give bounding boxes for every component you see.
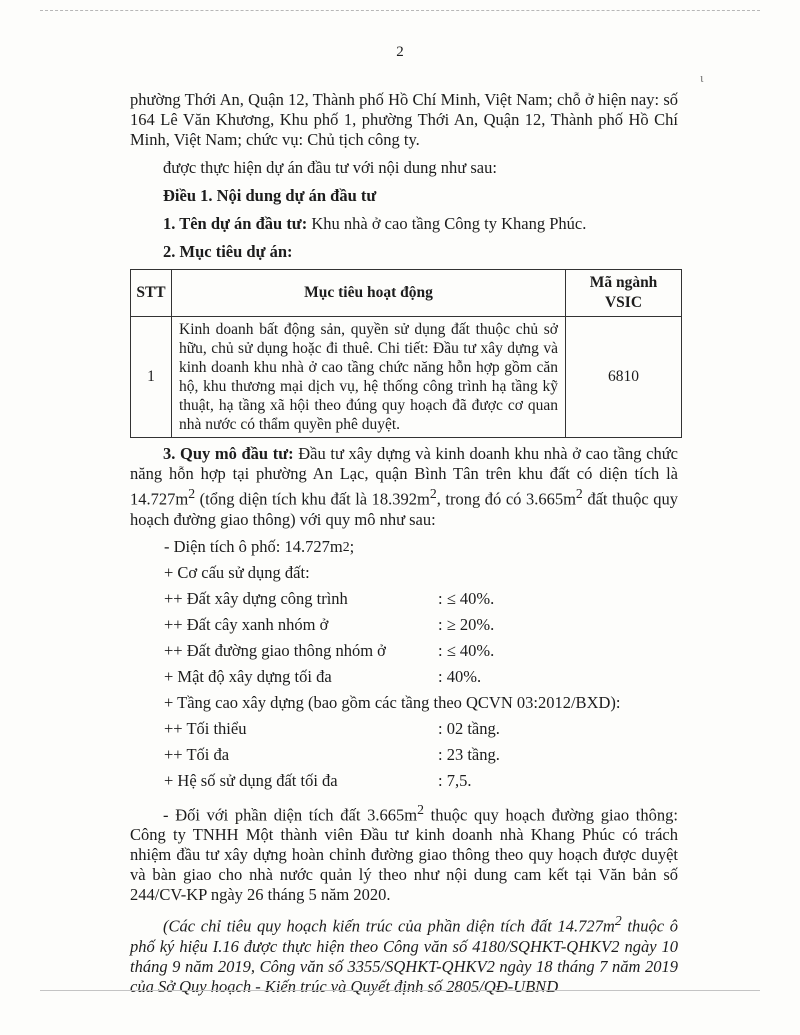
row-goal: Kinh doanh bất động sản, quyền sử dụng đất thuộc chủ sở hữu, chủ sử dụng hoặc đi thuê. Chi tiết: Đầu tư xây dựng và kinh doanh khu nhà ở cao tầng chức năng hỗn hợp gồm căn hộ, khu thương mại dịch vụ, hệ thống công trình hạ tầng kỹ thuật, hạ tầng xã hội theo đúng quy hoạch đã được cơ quan nhà nước có thẩm quyền phê duyệt.: [172, 317, 566, 438]
block-area: - Diện tích ô phố: 14.727m 2 ;: [164, 536, 355, 556]
investment-scale: 3. Quy mô đầu tư: Đầu tư xây dựng và kinh doanh khu nhà ở cao tầng chức năng hỗn hợp tại phường An Lạc, quận Bình Tân trên khu đất có diện tích là $14.727m^2$ (tổng diện tích khu đất là $18.392m^2$, trong đó có $3.665m^2$ đất thuộc quy hoạch đường giao thông) với quy mô như sau:: [130, 444, 678, 529]
page-number: 2: [396, 44, 404, 60]
project-name: [130, 214, 678, 234]
spec-row: ++ Đất đường giao thông nhóm ở : ≤ 40%.: [164, 640, 495, 660]
spec-row: ++ Tối đa : 23 tầng.: [164, 744, 500, 764]
spec-row: + Hệ số sử dụng đất tối đa : 7,5.: [164, 770, 472, 790]
header-goal: Mục tiêu hoạt động: [172, 270, 566, 317]
row-vsic: 6810: [566, 317, 682, 438]
planning-note: (Các chỉ tiêu quy hoạch kiến trúc của phần diện tích đất $14.727m^2$ thuộc ô phố ký hiệu I.16 được thực hiện theo Công văn số 4180/SQHKT-QHKV2 ngày 10 tháng 9 năm 2019, Công văn số 3355/SQHKT-QHKV2 ngày 18 tháng 7 năm 2019 của Sở Quy hoạch - Kiến trúc và Quyết định số 2805/QĐ-UBND: [130, 913, 678, 996]
intro-approval: được thực hiện dự án đầu tư với nội dung như sau:: [163, 158, 497, 177]
goals-table: [130, 269, 682, 438]
spec-row: ++ Tối thiểu : 02 tầng.: [164, 718, 500, 738]
document-body: [130, 90, 678, 997]
scan-mark: ι: [700, 70, 704, 85]
header-vsic: Mã ngành VSIC: [566, 270, 682, 317]
floors-heading: + Tầng cao xây dựng (bao gồm các tầng theo QCVN 03:2012/BXD):: [164, 692, 621, 712]
header-stt: STT: [131, 270, 172, 317]
project-goals-heading: 2. Mục tiêu dự án:: [163, 242, 293, 261]
land-use-structure: + Cơ cấu sử dụng đất:: [164, 562, 310, 582]
article-1-heading: Điều 1. Nội dung dự án đầu tư: [163, 186, 377, 205]
investment-scale-label: 3. Quy mô đầu tư:: [163, 444, 294, 463]
project-name-value: Khu nhà ở cao tầng Công ty Khang Phúc.: [307, 214, 587, 233]
top-scan-border: [40, 10, 760, 11]
table-row: [131, 317, 682, 438]
project-name-label: 1. Tên dự án đầu tư:: [163, 214, 308, 233]
row-stt: 1: [131, 317, 172, 438]
goals-table-header: [131, 270, 682, 317]
bottom-scan-border: [40, 990, 760, 991]
spec-row: + Mật độ xây dựng tối đa : 40%.: [164, 666, 482, 686]
intro-address: phường Thới An, Quận 12, Thành phố Hồ Chí Minh, Việt Nam; chỗ ở hiện nay: số 164 Lê Văn Khương, Khu phố 1, phường Thới An, Quận 12, Thành phố Hồ Chí Minh, Việt Nam; chức vụ: Chủ tịch công ty.: [130, 90, 678, 149]
spec-row: ++ Đất xây dựng công trình : ≤ 40%.: [164, 588, 495, 608]
spec-row: ++ Đất cây xanh nhóm ở : ≥ 20%.: [164, 614, 495, 634]
road-land-paragraph: - Đối với phần diện tích đất $3.665m^2$ thuộc quy hoạch đường giao thông: Công ty TNHH Một thành viên Đầu tư kinh doanh nhà Khang Phúc có trách nhiệm đầu tư xây dựng hoàn chỉnh đường giao thông theo quy hoạch được duyệt và bàn giao cho nhà nước quản lý theo như nội dung cam kết tại Văn bản số 244/CV-KP ngày 26 tháng 5 năm 2020.: [130, 801, 678, 904]
